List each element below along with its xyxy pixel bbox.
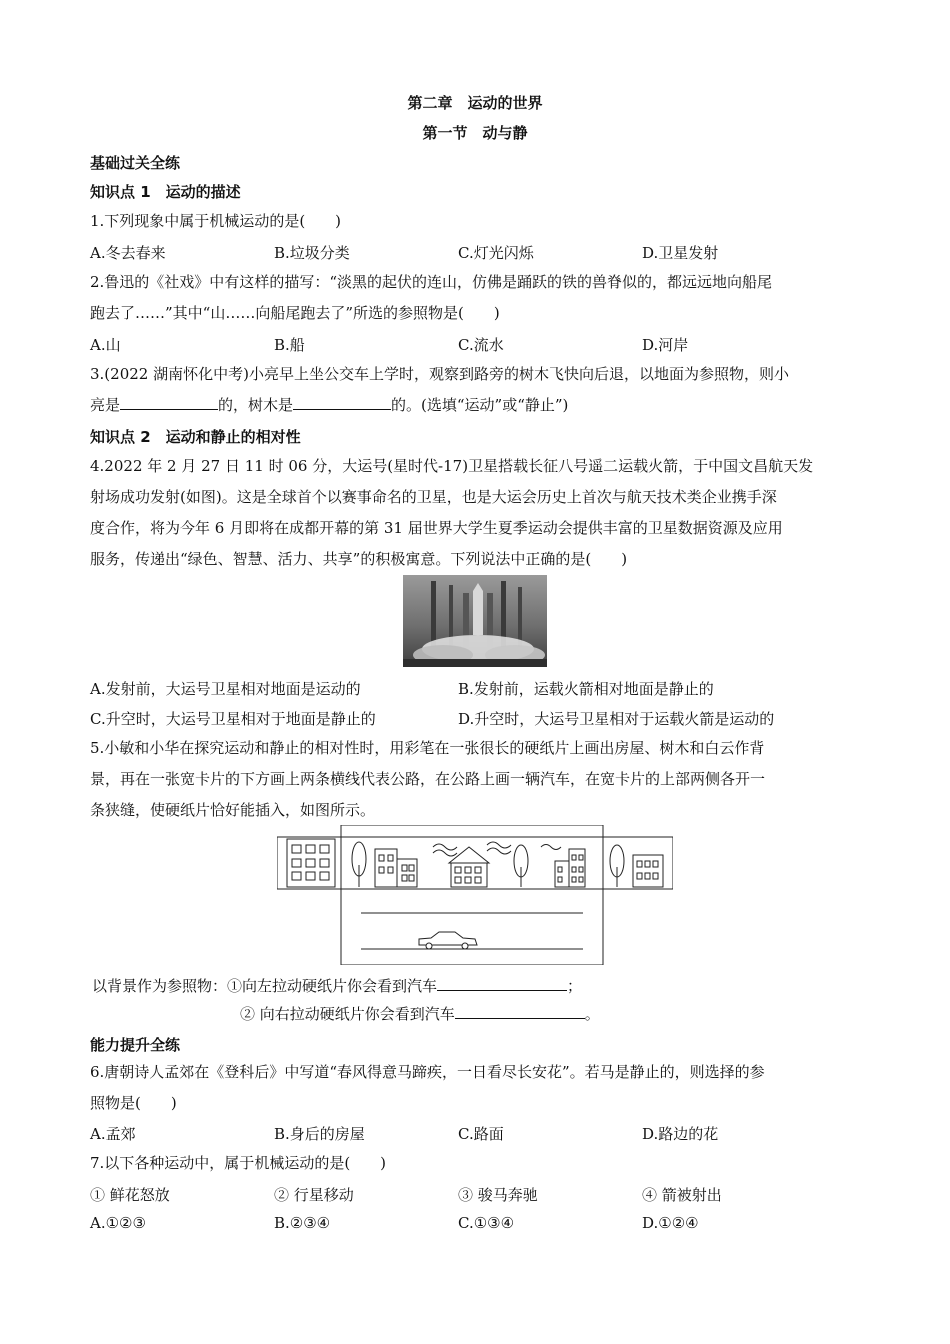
card-slider-diagram (277, 825, 673, 965)
answer-blank-4[interactable] (455, 1004, 585, 1019)
chapter-title: 第二章 运动的世界 (407, 94, 543, 112)
question-7-options (90, 1214, 870, 1238)
question-6-options (90, 1123, 870, 1147)
option-a: A.发射前，大运号卫星相对地面是运动的 (90, 680, 361, 698)
option-b: B.船 (274, 336, 305, 354)
background-strip-and-card-illustration (277, 825, 673, 965)
item-4: ④ 箭被射出 (642, 1186, 722, 1204)
question-2-line-1: 2.鲁迅的《社戏》中有这样的描写：“淡黑的起伏的连山，仿佛是踊跃的铁的兽脊似的，都远远地向船尾 (90, 273, 772, 291)
rocket-launch-photo (403, 575, 547, 667)
question-3-line-2 (90, 390, 860, 421)
option-b: B.身后的房屋 (274, 1125, 365, 1143)
question-6-line-1: 6.唐朝诗人孟郊在《登科后》中写道“春风得意马蹄疾，一日看尽长安花”。若马是静止的，则选择的参 (90, 1063, 765, 1081)
option-b: B.发射前，运载火箭相对地面是静止的 (458, 680, 714, 698)
question-3-text-b: 的，树木是 (218, 396, 294, 414)
answer-1-end: ； (567, 977, 583, 995)
section-title: 第一节 动与静 (422, 124, 528, 142)
item-1: ① 鲜花怒放 (90, 1186, 170, 1204)
question-2-options (90, 334, 870, 358)
option-a: A.山 (90, 336, 121, 354)
question-4-options-row-2 (90, 708, 870, 732)
question-4-line-4: 服务，传递出“绿色、智慧、活力、共享”的积极寓意。下列说法中正确的是( ) (90, 550, 628, 568)
answer-blank-3[interactable] (437, 976, 567, 991)
question-2-stem (90, 267, 860, 329)
question-1-stem: 1.下列现象中属于机械运动的是( ) (90, 212, 342, 230)
knowledge-point-1: 知识点 1 运动的描述 (90, 183, 241, 201)
option-c: C.流水 (458, 336, 504, 354)
question-3-text-c: 的。(选填“运动”或“静止”) (391, 396, 569, 414)
question-5-line-3: 条狭缝，使硬纸片恰好能插入，如图所示。 (90, 801, 376, 819)
item-3: ③ 骏马奔驰 (458, 1186, 538, 1204)
answer-blank-1[interactable] (120, 395, 218, 410)
question-4-line-1: 4.2022 年 2 月 27 日 11 时 06 分，大运号(星时代-17)卫星搭载长征八号遥二运载火箭，于中国文昌航天发 (90, 457, 814, 475)
option-c: C.路面 (458, 1125, 504, 1143)
option-d: D.卫星发射 (642, 244, 719, 262)
question-4-line-2: 射场成功发射(如图)。这是全球首个以赛事命名的卫星，也是大运会历史上首次与航天技术类企业携手深 (90, 488, 777, 506)
option-d: D.升空时，大运号卫星相对于运载火箭是运动的 (458, 710, 775, 728)
option-c: C.灯光闪烁 (458, 244, 534, 262)
question-5-line-2: 景，再在一张宽卡片的下方画上两条横线代表公路，在公路上画一辆汽车，在宽卡片的上部两侧各开一 (90, 770, 766, 788)
question-7-stem: 7.以下各种运动中，属于机械运动的是( ) (90, 1154, 387, 1172)
question-3-stem (90, 359, 860, 421)
question-3-text-a: 亮是 (90, 396, 121, 414)
question-4-options-row-1 (90, 678, 870, 702)
option-d: D.路边的花 (642, 1125, 719, 1143)
option-a: A.冬去春来 (90, 244, 166, 262)
option-a: A.孟郊 (90, 1125, 136, 1143)
option-c: C.①③④ (458, 1214, 515, 1232)
question-5-stem (90, 733, 860, 826)
question-5-answer-line-1 (92, 975, 582, 996)
question-3-line-1: 3.(2022 湖南怀化中考)小亮早上坐公交车上学时，观察到路旁的树木飞快向后退，以地面为参照物，则小 (90, 365, 789, 383)
option-a: A.①②③ (90, 1214, 146, 1232)
question-6-line-2: 照物是( ) (90, 1094, 177, 1112)
question-6-stem (90, 1057, 860, 1119)
question-7-items (90, 1184, 870, 1208)
question-4-line-3: 度合作，将为今年 6 月即将在成都开幕的第 31 届世界大学生夏季运动会提供丰富的卫星数据资源及应用 (90, 519, 783, 537)
answer-1-prompt: 以背景作为参照物：①向左拉动硬纸片你会看到汽车 (92, 977, 438, 995)
option-d: D.河岸 (642, 336, 689, 354)
question-5-line-1: 5.小敏和小华在探究运动和静止的相对性时，用彩笔在一张很长的硬纸片上画出房屋、树木和白云作背 (90, 739, 765, 757)
item-2: ② 行星移动 (274, 1186, 354, 1204)
question-5-answer-line-2 (240, 1003, 600, 1024)
rocket-launch-illustration (403, 575, 547, 667)
question-2-line-2: 跑去了……”其中“山……向船尾跑去了”所选的参照物是( ) (90, 304, 500, 322)
answer-2-prompt: ② 向右拉动硬纸片你会看到汽车 (240, 1005, 455, 1023)
part-heading-basic: 基础过关全练 (90, 154, 181, 172)
question-4-stem (90, 451, 860, 575)
option-d: D.①②④ (642, 1214, 699, 1232)
answer-blank-2[interactable] (293, 395, 391, 410)
option-c: C.升空时，大运号卫星相对于地面是静止的 (90, 710, 376, 728)
knowledge-point-2: 知识点 2 运动和静止的相对性 (90, 428, 301, 446)
option-b: B.垃圾分类 (274, 244, 350, 262)
answer-2-end: 。 (584, 1005, 600, 1023)
option-b: B.②③④ (274, 1214, 331, 1232)
question-1-options (90, 242, 870, 266)
part-heading-advanced: 能力提升全练 (90, 1036, 181, 1054)
